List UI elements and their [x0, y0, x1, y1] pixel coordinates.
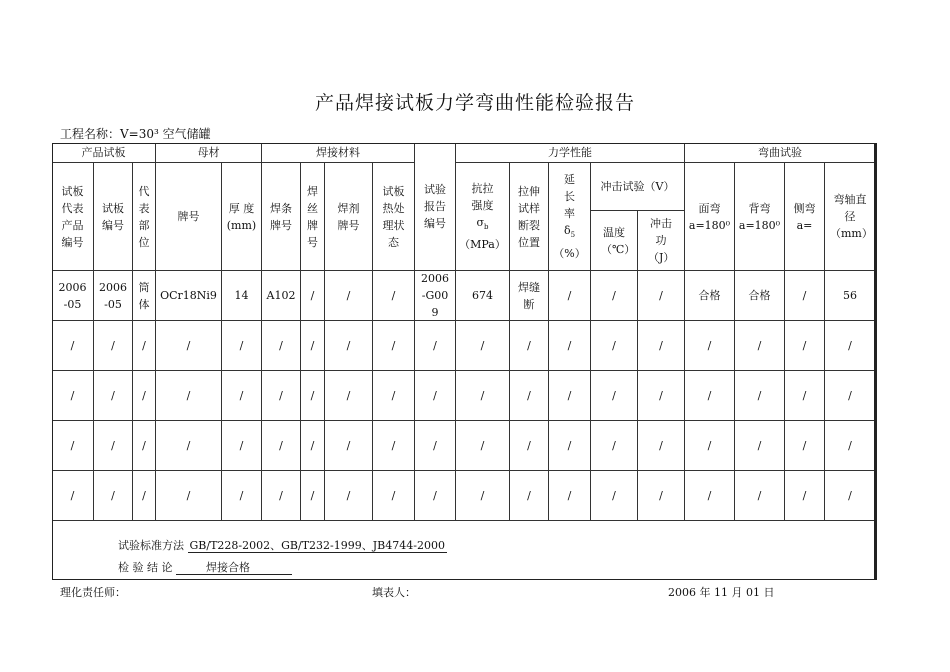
- header-mandrel: 弯轴直径（mm）: [825, 163, 876, 271]
- cell-impact-work: /: [638, 321, 685, 371]
- header-thickness: 厚 度(mm): [222, 163, 262, 271]
- header-impact-work: 冲击功（J）: [638, 211, 685, 271]
- header-impact: 冲击试验（V）: [591, 163, 685, 211]
- cell-plate-no: /: [94, 371, 133, 421]
- group-base-metal: 母材: [156, 143, 262, 163]
- cell-side-bend: /: [785, 271, 825, 321]
- cell-fracture: /: [510, 421, 549, 471]
- cell-flux: /: [325, 321, 373, 371]
- cell-elongation: /: [549, 471, 591, 521]
- cell-heat-treat: /: [373, 471, 415, 521]
- cell-plate-rep-no: /: [52, 371, 94, 421]
- cell-fracture: 焊缝断: [510, 271, 549, 321]
- cell-tensile: /: [456, 371, 510, 421]
- cell-face-bend: 合格: [685, 271, 735, 321]
- cell-face-bend: /: [685, 371, 735, 421]
- report-table: [52, 143, 876, 580]
- report-title: 产品焊接试板力学弯曲性能检验报告: [314, 92, 635, 114]
- cell-elongation: /: [549, 421, 591, 471]
- method-line: [118, 537, 447, 553]
- footer-box: [52, 521, 876, 580]
- cell-grade: /: [156, 421, 222, 471]
- cell-elongation: /: [549, 321, 591, 371]
- cell-report-no: /: [415, 321, 456, 371]
- cell-flux: /: [325, 271, 373, 321]
- cell-heat-treat: /: [373, 421, 415, 471]
- cell-grade: /: [156, 371, 222, 421]
- cell-tensile: /: [456, 471, 510, 521]
- cell-flux: /: [325, 421, 373, 471]
- cell-electrode: /: [262, 471, 301, 521]
- cell-thickness: /: [222, 321, 262, 371]
- cell-part: /: [133, 421, 156, 471]
- header-tensile: 抗拉强度 $\sigma_b$ （MPa）: [456, 163, 510, 271]
- cell-report-no: /: [415, 371, 456, 421]
- filler-signature: 填表人：: [372, 586, 416, 599]
- cell-wire: /: [301, 421, 325, 471]
- header-fracture: 拉伸试样断裂位置: [510, 163, 549, 271]
- cell-mandrel: /: [825, 471, 876, 521]
- group-welding-material: 焊接材料: [262, 143, 415, 163]
- cell-plate-rep-no: /: [52, 421, 94, 471]
- cell-plate-rep-no: 2006-05: [52, 271, 94, 321]
- cell-thickness: 14: [222, 271, 262, 321]
- cell-heat-treat: /: [373, 271, 415, 321]
- header-flux: 焊剂牌号: [325, 163, 373, 271]
- cell-report-no: /: [415, 471, 456, 521]
- header-plate-no: 试板编号: [94, 163, 133, 271]
- cell-part: /: [133, 471, 156, 521]
- cell-tensile: /: [456, 321, 510, 371]
- cell-impact-work: /: [638, 471, 685, 521]
- cell-wire: /: [301, 371, 325, 421]
- cell-part: /: [133, 371, 156, 421]
- cell-side-bend: /: [785, 471, 825, 521]
- elongation-symbol: $\delta_5$: [563, 224, 576, 240]
- cell-impact-work: /: [638, 421, 685, 471]
- cell-plate-no: /: [94, 421, 133, 471]
- cell-wire: /: [301, 271, 325, 321]
- cell-temp: /: [591, 271, 638, 321]
- cell-report-no: 2006-G009: [415, 271, 456, 321]
- cell-face-bend: /: [685, 321, 735, 371]
- cell-face-bend: /: [685, 471, 735, 521]
- cell-thickness: /: [222, 471, 262, 521]
- method-label: 试验标准方法: [118, 539, 184, 552]
- header-face-bend: 面弯 a=180⁰: [685, 163, 735, 271]
- engineer-signature: 理化责任师：: [60, 586, 126, 599]
- cell-plate-rep-no: /: [52, 471, 94, 521]
- cell-grade: OCr18Ni9: [156, 271, 222, 321]
- cell-fracture: /: [510, 321, 549, 371]
- group-bending: 弯曲试验: [685, 143, 876, 163]
- tensile-symbol: $\sigma_b$: [476, 215, 489, 232]
- cell-electrode: /: [262, 321, 301, 371]
- header-side-bend: 侧弯 a=: [785, 163, 825, 271]
- cell-back-bend: /: [735, 471, 785, 521]
- cell-wire: /: [301, 321, 325, 371]
- cell-heat-treat: /: [373, 371, 415, 421]
- cell-thickness: /: [222, 371, 262, 421]
- cell-back-bend: /: [735, 371, 785, 421]
- header-electrode: 焊条牌号: [262, 163, 301, 271]
- header-part: 代表部位: [133, 163, 156, 271]
- cell-impact-work: /: [638, 271, 685, 321]
- report-date: 2006 年 11 月 01 日: [668, 586, 775, 599]
- header-wire: 焊丝牌号: [301, 163, 325, 271]
- cell-part: /: [133, 321, 156, 371]
- cell-electrode: /: [262, 421, 301, 471]
- cell-tensile: 674: [456, 271, 510, 321]
- cell-back-bend: /: [735, 421, 785, 471]
- header-heat-treat: 试板热处理状态: [373, 163, 415, 271]
- group-mechanical: 力学性能: [456, 143, 685, 163]
- cell-side-bend: /: [785, 421, 825, 471]
- cell-plate-no: 2006-05: [94, 271, 133, 321]
- cell-plate-no: /: [94, 321, 133, 371]
- header-plate-rep-no: 试板代表产品编号: [52, 163, 94, 271]
- header-elongation: 延长率 $\delta_5$ （%）: [549, 163, 591, 271]
- header-report-no: 试验报告编号: [415, 143, 456, 271]
- cell-flux: /: [325, 371, 373, 421]
- cell-grade: /: [156, 471, 222, 521]
- cell-mandrel: /: [825, 371, 876, 421]
- cell-side-bend: /: [785, 321, 825, 371]
- cell-wire: /: [301, 471, 325, 521]
- cell-heat-treat: /: [373, 321, 415, 371]
- group-product-plate: 产品试板: [52, 143, 156, 163]
- cell-side-bend: /: [785, 371, 825, 421]
- cell-grade: /: [156, 321, 222, 371]
- table-right-border: [874, 143, 877, 580]
- cell-flux: /: [325, 471, 373, 521]
- conclusion-label: 检 验 结 论: [118, 561, 173, 574]
- method-value: GB/T228-2002、GB/T232-1999、JB4744-2000: [189, 539, 445, 552]
- cell-back-bend: 合格: [735, 271, 785, 321]
- cell-temp: /: [591, 471, 638, 521]
- cell-mandrel: /: [825, 321, 876, 371]
- cell-report-no: /: [415, 421, 456, 471]
- cell-face-bend: /: [685, 421, 735, 471]
- cell-back-bend: /: [735, 321, 785, 371]
- cell-tensile: /: [456, 421, 510, 471]
- cell-thickness: /: [222, 421, 262, 471]
- header-grade: 牌号: [156, 163, 222, 271]
- cell-temp: /: [591, 371, 638, 421]
- cell-plate-rep-no: /: [52, 321, 94, 371]
- cell-impact-work: /: [638, 371, 685, 421]
- cell-electrode: A102: [262, 271, 301, 321]
- project-name: 工程名称：V=30³ 空气储罐: [60, 127, 211, 141]
- conclusion-value: 焊接合格: [176, 561, 292, 575]
- header-temp: 温度（℃）: [591, 211, 638, 271]
- cell-fracture: /: [510, 371, 549, 421]
- cell-elongation: /: [549, 271, 591, 321]
- conclusion-line: [118, 559, 292, 575]
- cell-temp: /: [591, 321, 638, 371]
- cell-mandrel: /: [825, 421, 876, 471]
- cell-elongation: /: [549, 371, 591, 421]
- cell-mandrel: 56: [825, 271, 876, 321]
- header-back-bend: 背弯 a=180⁰: [735, 163, 785, 271]
- cell-part: 筒体: [133, 271, 156, 321]
- cell-plate-no: /: [94, 471, 133, 521]
- cell-electrode: /: [262, 371, 301, 421]
- cell-temp: /: [591, 421, 638, 471]
- cell-fracture: /: [510, 471, 549, 521]
